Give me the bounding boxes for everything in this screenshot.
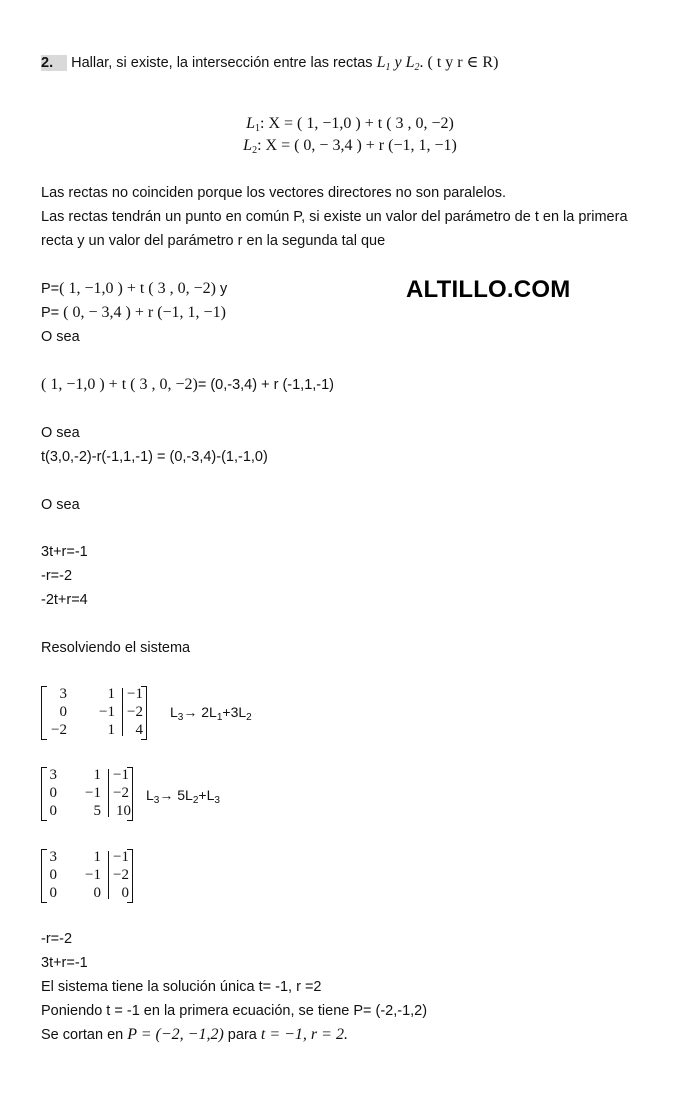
problem-number: 2. bbox=[41, 55, 67, 71]
equation-l2: $L_2$: X = ( 0, − 3,4 ) + r (−1, 1, −1) bbox=[243, 137, 457, 156]
paragraph-1: Las rectas no coinciden porque los vectores directores no son paralelos. bbox=[41, 185, 507, 201]
o-sea-2: O sea bbox=[41, 425, 80, 441]
system-eq-3: -2t+r=4 bbox=[41, 592, 88, 608]
system-eq-1: 3t+r=-1 bbox=[41, 544, 88, 560]
system-eq-2: -r=-2 bbox=[41, 568, 73, 584]
result-eq-1: -r=-2 bbox=[41, 931, 73, 947]
statement-parameters: . ( t y r ∈ R) bbox=[419, 54, 499, 71]
statement-y: y bbox=[390, 54, 406, 71]
result-eq-2: 3t+r=-1 bbox=[41, 955, 88, 971]
substitution: Poniendo t = -1 en la primera ecuación, se tiene P= (-2,-1,2) bbox=[41, 1003, 428, 1019]
paragraph-3: recta y un valor del parámetro r en la segunda tal que bbox=[41, 233, 386, 249]
augmented-matrix-2: 3 1 −1 0 −1 −2 0 5 10 bbox=[41, 767, 133, 819]
statement-text: Hallar, si existe, la intersección entre las rectas bbox=[71, 55, 377, 71]
rearranged-equation: t(3,0,-2)-r(-1,1,-1) = (0,-3,4)-(1,-1,0) bbox=[41, 449, 268, 465]
paragraph-2: Las rectas tendrán un punto en común P, si existe un valor del parámetro de t en la primera bbox=[41, 209, 628, 225]
augmented-matrix-3: 3 1 −1 0 −1 −2 0 0 0 bbox=[41, 849, 133, 901]
row-operation-1: $L_3\to 2L_1+3L_2$ bbox=[170, 704, 252, 723]
o-sea-1: O sea bbox=[41, 329, 80, 345]
line-l1-label: $L_1$ bbox=[376, 54, 391, 73]
point-equation-b: P= ( 0, − 3,4 ) + r (−1, 1, −1) bbox=[41, 304, 226, 321]
point-equation-a: P=( 1, −1,0 ) + t ( 3 , 0, −2) y bbox=[41, 280, 228, 297]
watermark: ALTILLO.COM bbox=[406, 276, 571, 303]
conclusion: Se cortan en P = (−2, −1,2) para t = −1, r = 2. bbox=[41, 1026, 348, 1043]
unique-solution: El sistema tiene la solución única t= -1, r =2 bbox=[41, 979, 322, 995]
vector-equation: ( 1, −1,0 ) + t ( 3 , 0, −2)= (0,-3,4) + r (-1,1,-1) bbox=[41, 376, 335, 393]
equation-l1: $L_1$: X = ( 1, −1,0 ) + t ( 3 , 0, −2) bbox=[246, 115, 454, 134]
line-l2-label: $L_2$ bbox=[405, 54, 420, 73]
problem-statement bbox=[41, 51, 498, 75]
resolving-label: Resolviendo el sistema bbox=[41, 640, 191, 656]
row-operation-2: $L_3\to 5L_2+L_3$ bbox=[146, 787, 220, 806]
augmented-matrix-1: 3 1 −1 0 −1 −2 −2 1 4 bbox=[41, 686, 147, 738]
o-sea-3: O sea bbox=[41, 497, 80, 513]
